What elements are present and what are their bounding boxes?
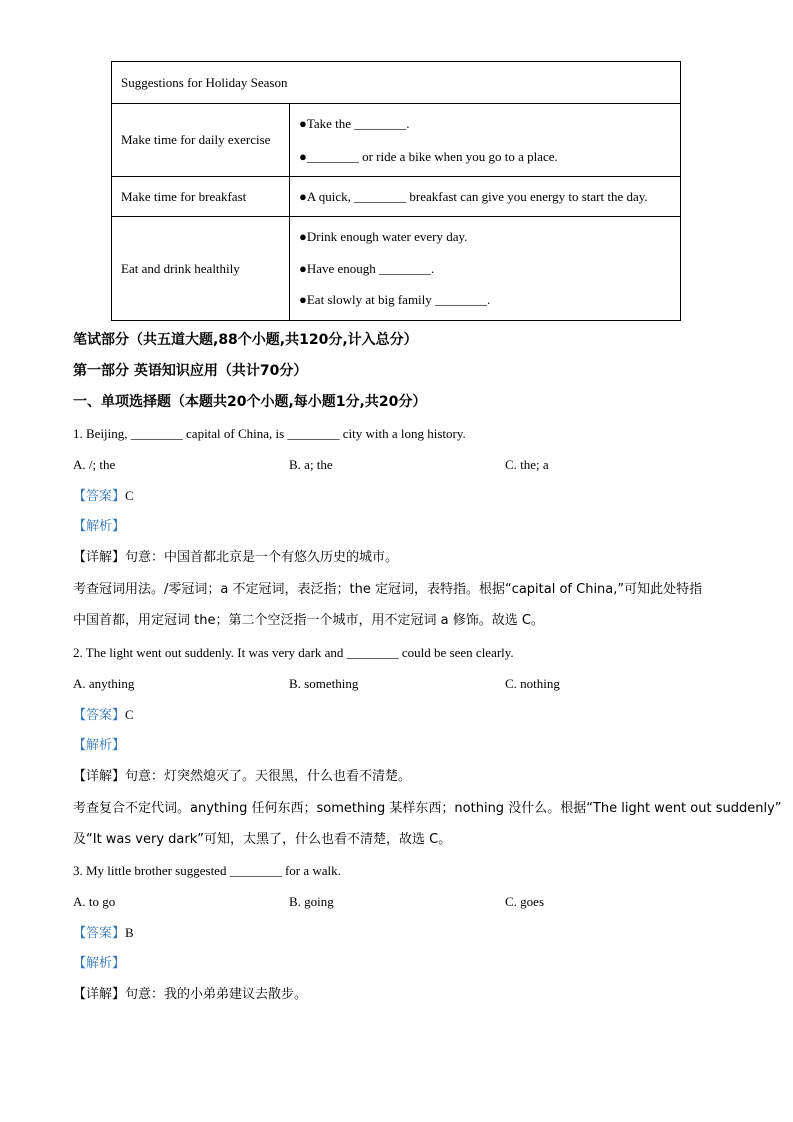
table-cell-topic: Eat and drink healthily (112, 217, 290, 321)
explanation-line: 考查复合不定代词。anything 任何东西；something 某样东西；nothing 没什么。根据“The light went out suddenly” (73, 801, 782, 816)
answer-value: C (125, 488, 134, 503)
tip-item: ●Have enough ________. (299, 260, 435, 276)
tip-item: ●Take the ________. (299, 115, 410, 131)
question-stem-3: 3. My little brother suggested ________ for a walk. (73, 863, 341, 878)
detail-text: 句意：灯突然熄灭了。天很黑，什么也看不清楚。 (125, 769, 412, 784)
tip-item: ●________ or ride a bike when you go to a place. (299, 148, 558, 164)
table-header-cell: Suggestions for Holiday Season (112, 62, 681, 104)
detail-tag: 【详解】 (73, 769, 126, 784)
option-a: A. to go (73, 894, 116, 909)
table-row (112, 217, 681, 321)
option-b: B. a; the (289, 457, 333, 472)
answer-line (73, 926, 134, 940)
section-heading-written: 笔试部分（共五道大题,88个小题,共120分,计入总分） (73, 332, 418, 348)
analysis-tag: 【解析】 (73, 956, 126, 971)
analysis-tag: 【解析】 (73, 519, 126, 534)
tip-item: ●Drink enough water every day. (299, 229, 468, 245)
table-cell-tips (290, 217, 681, 321)
answer-value: B (125, 925, 134, 940)
option-b: B. something (289, 676, 359, 691)
tip-item: ●A quick, ________ breakfast can give you energy to start the day. (299, 188, 648, 204)
explanation-line: 考查冠词用法。/零冠词；a 不定冠词，表泛指；the 定冠词，表特指。根据“capital of China,”可知此处特指 (73, 582, 703, 597)
detail-text: 句意：中国首都北京是一个有悠久历史的城市。 (125, 550, 399, 565)
option-c: C. the; a (505, 457, 549, 472)
answer-value: C (125, 707, 134, 722)
answer-line (73, 489, 134, 503)
question-stem-1: 1. Beijing, ________ capital of China, is ________ city with a long history. (73, 426, 466, 441)
answer-tag: 【答案】 (73, 926, 126, 941)
section-heading-part1: 第一部分 英语知识应用（共计70分） (73, 363, 308, 379)
tip-item: ●Eat slowly at big family ________. (299, 292, 491, 308)
answer-tag: 【答案】 (73, 489, 126, 504)
detail-tag: 【详解】 (73, 987, 126, 1002)
option-a: A. anything (73, 676, 135, 691)
section-heading-single-choice: 一、单项选择题（本题共20个小题,每小题1分,共20分） (73, 394, 427, 410)
table-cell-topic: Make time for daily exercise (112, 104, 290, 177)
table-cell-tips (290, 177, 681, 217)
option-b: B. going (289, 894, 334, 909)
question-stem-2: 2. The light went out suddenly. It was very dark and ________ could be seen clearly. (73, 645, 514, 660)
detail-line (73, 770, 411, 783)
detail-text: 句意：我的小弟弟建议去散步。 (125, 987, 308, 1002)
detail-tag: 【详解】 (73, 550, 126, 565)
answer-tag: 【答案】 (73, 708, 126, 723)
option-c: C. goes (505, 894, 544, 909)
answer-line (73, 708, 134, 722)
table-cell-tips (290, 104, 681, 177)
analysis-tag: 【解析】 (73, 738, 126, 753)
table-row (112, 177, 681, 217)
suggestions-table (111, 61, 681, 321)
explanation-line: 中国首都，用定冠词 the；第二个空泛指一个城市，用不定冠词 a 修饰。故选 C。 (73, 613, 544, 628)
detail-line (73, 988, 307, 1001)
detail-line (73, 551, 398, 564)
table-cell-topic: Make time for breakfast (112, 177, 290, 217)
table-row (112, 104, 681, 177)
table-header-row (112, 62, 681, 104)
explanation-line: 及“It was very dark”可知，太黑了，什么也看不清楚，故选 C。 (73, 832, 452, 847)
option-c: C. nothing (505, 676, 560, 691)
option-a: A. /; the (73, 457, 116, 472)
